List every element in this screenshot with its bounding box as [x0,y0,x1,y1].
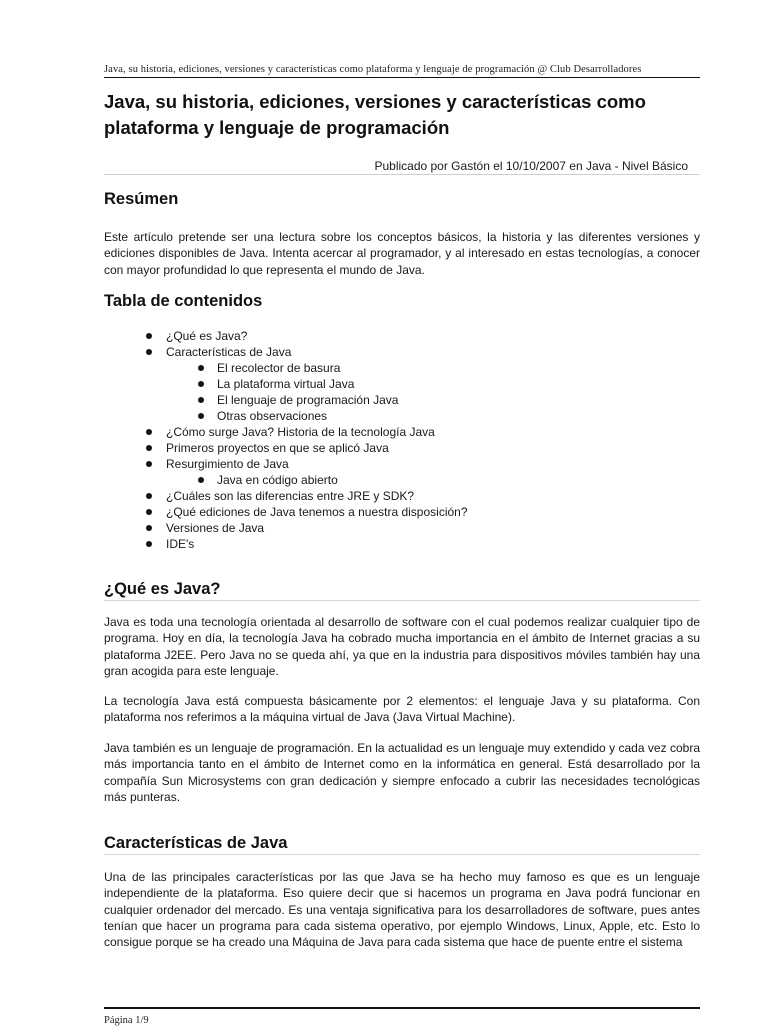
que-es-java-paragraph-1: Java es toda una tecnología orientada al desarrollo de software con el cual podemos realizar cualquier tipo de programa. Hoy en día, la tecnología Java ha cobrado mucha importancia en el ámbito de Internet gracias a su plataforma J2EE. Pero Java no se queda ahí, ya que en la industria para dispositivos móviles también hay una gran acogida para este lenguaje. [104,615,700,678]
section-rule [104,854,700,855]
byline: Publicado por Gastón el 10/10/2007 en Java - Nivel Básico [374,159,688,173]
que-es-java-paragraph-3: Java también es un lenguaje de programación. En la actualidad es un lenguaje muy extendido y cada vez cobra más importancia tanto en el ámbito de Internet como en la informática en general. Está desarrollado por la compañía Sun Microsystems con gran dedicación y siempre enfocado a cubrir las necesidades tecnológicas más punteras. [104,741,700,804]
que-es-java-paragraph-2: La tecnología Java está compuesta básicamente por 2 elementos: el lenguaje Java y su plataforma. Con plataforma nos referimos a la máquina virtual de Java (Java Virtual Machine). [104,694,700,725]
toc-item[interactable]: La plataforma virtual Java [104,376,468,392]
toc-item[interactable]: ¿Qué es Java? [104,328,468,344]
bullet-icon [146,541,152,547]
bullet-icon [146,525,152,531]
title-line-1: Java, su historia, ediciones, versiones y características como [104,91,646,112]
bullet-icon [146,349,152,355]
byline-rule [104,174,700,175]
toc-item[interactable]: Otras observaciones [104,408,468,424]
page-number: Página 1/9 [104,1015,149,1026]
bullet-icon [198,477,204,483]
section-rule [104,600,700,601]
toc-item[interactable]: Java en código abierto [104,472,468,488]
bullet-icon [198,397,204,403]
bullet-icon [146,333,152,339]
toc-item[interactable]: Resurgimiento de Java [104,456,468,472]
caracteristicas-paragraph: Una de las principales características por las que Java se ha hecho muy famoso es que es un lenguaje independiente de la plataforma. Eso quiere decir que si hacemos un programa en Java podrá funcionar en cualquier ordenador del mercado. Es una ventaja significativa para los desarrolladores de software, pues antes tenían que hacer un programa para cada sistema operativo, por ejemplo Windows, Linux, Apple, etc. Esto lo consigue porque se ha creado una Máquina de Java para cada sistema que hace de puente entre el sistema [104,870,700,950]
section-heading-caracteristicas: Características de Java [104,834,288,852]
toc-item[interactable]: El recolector de basura [104,360,468,376]
toc-item[interactable]: ¿Qué ediciones de Java tenemos a nuestra disposición? [104,504,468,520]
bullet-icon [146,429,152,435]
bullet-icon [198,365,204,371]
resumen-paragraph: Este artículo pretende ser una lectura sobre los conceptos básicos, la historia y las diferentes versiones y ediciones disponibles de Java. Intenta acercar al programador, y al interesado en estas tecnologías, a conocer con mayor profundidad lo que representa el mundo de Java. [104,230,700,277]
bullet-icon [146,509,152,515]
page-title [104,89,700,141]
bullet-icon [146,493,152,499]
header-rule [104,77,700,78]
toc-item[interactable]: IDE's [104,536,468,552]
bullet-icon [146,461,152,467]
footer-rule [104,1007,700,1009]
bullet-icon [146,445,152,451]
running-header: Java, su historia, ediciones, versiones y características como plataforma y lenguaje de programación @ Club Desarrolladores [104,64,642,75]
section-heading-que-es-java: ¿Qué es Java? [104,580,221,598]
toc-item[interactable]: Características de Java [104,344,468,360]
table-of-contents [104,328,468,552]
toc-item[interactable]: El lenguaje de programación Java [104,392,468,408]
toc-item[interactable]: ¿Cómo surge Java? Historia de la tecnología Java [104,424,468,440]
toc-item[interactable]: ¿Cuáles son las diferencias entre JRE y SDK? [104,488,468,504]
section-heading-resumen: Resúmen [104,190,179,208]
toc-item[interactable]: Primeros proyectos en que se aplicó Java [104,440,468,456]
bullet-icon [198,381,204,387]
title-line-2: plataforma y lenguaje de programación [104,117,450,138]
toc-item[interactable]: Versiones de Java [104,520,468,536]
section-heading-toc: Tabla de contenidos [104,292,263,310]
bullet-icon [198,413,204,419]
